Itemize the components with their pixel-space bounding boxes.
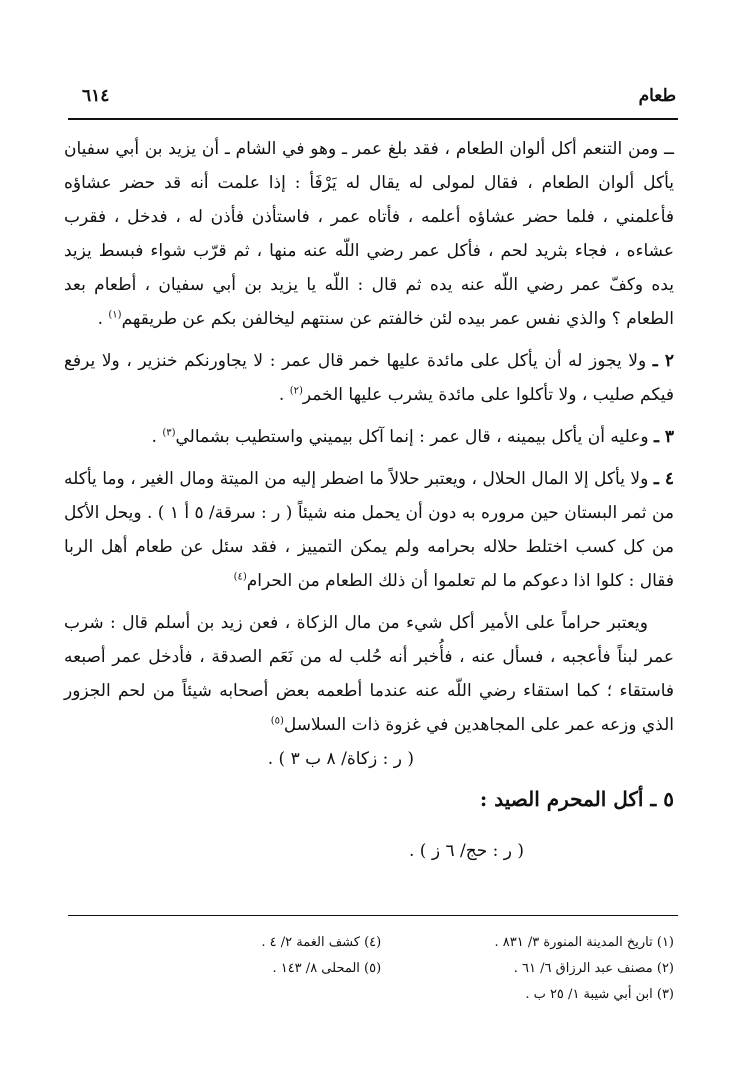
paragraph-text: وعليه أن يأكل بيمينه ، قال عمر : إنما آكل بيميني واستطيب بشمالي (175, 427, 654, 447)
section-title: أكل المحرم الصيد : (479, 787, 651, 811)
paragraph-text: ــ ومن التنعم أكل ألوان الطعام ، فقد بلغ عمر ـ وهو في الشام ـ أن يزيد بن أبي سفيان يأكل ألوان الطعام ، فقال لمولى له يقال له يَرْفَأ : إذا علمت أنه قد حضر عشاؤه فأعلمني ، فلما حضر عشاؤه أعلمه ، فأتاه عمر ، فاستأذن فأذن له ، فدخل ، فقرب عشاءه ، فجاء بثريد لحم ، فأكل عمر رضي اللّه عنه منها ، ثم قرّب شواء فبسط يزيد يده وكفّ عمر رضي اللّه عنه يده ثم قال : اللّه يا يزيد بن أبي سفيان ، أطعام بعد الطعام ؟ والذي نفس عمر بيده لئن خالفتم عن سنتهم ليخالفن بكم عن طريقهم (64, 139, 674, 329)
paragraph-text: ويعتبر حراماً على الأمير أكل شيء من مال الزكاة ، فعن زيد بن أسلم قال : شرب عمر لبناً فأعجبه ، فسأل عنه ، فأُخبر أنه حُلب له من نَعَم الصدقة ، فأدخل عمر أصبعه فاستقاء ؛ كما استقاء رضي اللّه عنه عندما أطعمه بعض أصحابه شيئاً من لحم الجزور الذي وزعه عمر على المجاهدين في غزوة ذات السلاسل (64, 613, 674, 735)
item-number: ٣ ـ (653, 427, 674, 447)
main-text (64, 132, 674, 868)
header-divider (68, 118, 678, 120)
cross-reference-zakat: ( ر : زكاة/ ٨ ب ٣ ) . (267, 749, 414, 769)
footnotes-right-column (393, 930, 674, 1008)
footnotes-left-column (101, 930, 382, 982)
footnote: (٥) المحلى ٨/ ١٤٣ . (272, 961, 382, 976)
item-number: ٤ ـ (653, 469, 674, 489)
footnote: (٤) كشف الغمة ٢/ ٤ . (261, 935, 382, 950)
section-heading (64, 782, 674, 816)
page-number: ٦١٤ (82, 86, 110, 106)
footnote-ref: (٢) (289, 385, 303, 397)
paragraph-tail: . (151, 427, 163, 447)
footnote: (٣) ابن أبي شيبة ١/ ٢٥ ب . (525, 987, 674, 1002)
footnote-ref: (١) (108, 309, 122, 321)
footnote: (٢) مصنف عبد الرزاق ٦/ ٦١ . (513, 961, 674, 976)
paragraph-4 (64, 462, 674, 598)
paragraph-3 (64, 420, 674, 454)
footnote-ref: (٥) (270, 715, 284, 727)
footnote: (١) تاريخ المدينة المنورة ٣/ ٨٣١ . (494, 935, 674, 950)
paragraph-text: ولا يجوز له أن يأكل على مائدة عليها خمر قال عمر : لا يجاورنكم خنزير ، ولا يرفع فيكم صليب ، ولا تأكلوا على مائدة يشرب عليها الخمر (64, 351, 674, 405)
footnote-ref: (٣) (162, 427, 176, 439)
footnote-ref: (٤) (233, 571, 247, 583)
paragraph-2 (64, 344, 674, 412)
section-number: ٥ ـ (650, 787, 674, 811)
running-header-title: طعام (638, 86, 676, 106)
paragraph-text: ولا يأكل إلا المال الحلال ، ويعتبر حلالاً ما اضطر إليه من الميتة ومال الغير ، وما يأكله من ثمر البستان حين مروره به دون أن يحمل منه شيئاً ( ر : سرقة/ ٥ أ ١ ) . ويحل الأكل من كل كسب اختلط حلاله بحرامه ولم يمكن التمييز ، فقد سئل عن طعام أهل الربا فقال : كلوا اذا دعوكم ما لم تعلموا أن ذلك الطعام من الحرام (64, 469, 674, 591)
paragraph-tail: . (278, 385, 290, 405)
paragraph-5 (64, 606, 674, 742)
paragraph-tail: . (97, 309, 109, 329)
paragraph-1 (64, 132, 674, 336)
cross-reference-hajj: ( ر : حج/ ٦ ز ) . (408, 841, 524, 861)
footnote-divider (68, 915, 678, 916)
item-number: ٢ ـ (652, 351, 674, 371)
